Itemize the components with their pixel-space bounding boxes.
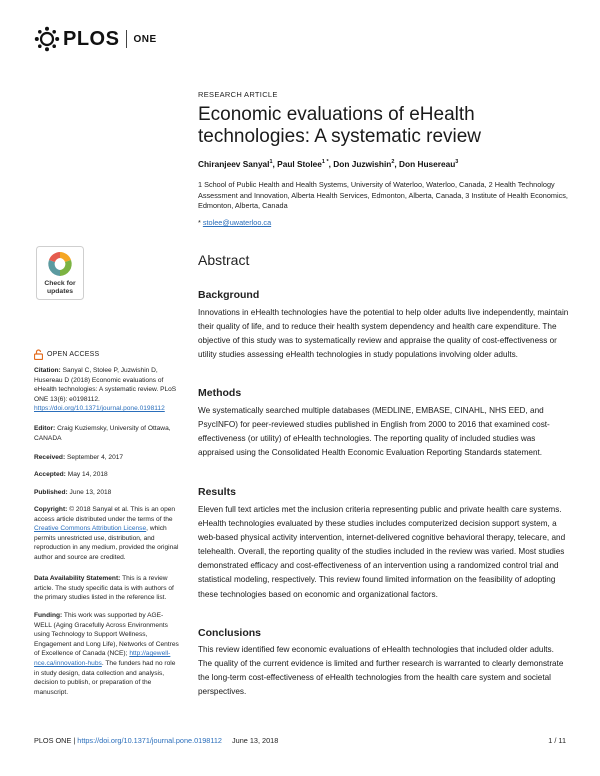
funding-post: . The funders had no role in study design, data collection and analysis, decision to publish, or preparation of the manuscript. [34,659,176,696]
accepted-label: Accepted: [34,471,66,478]
conclusions-text: This review identified few economic evaluations of eHealth technologies that included older adults. The quality of the current evidence is limited and further research is warranted to clearly demonstrate the long-term cost-effectiveness of eHealth technologies from the health care system and societal perspectives. [198,645,564,697]
abstract-heading: Abstract [198,252,250,268]
logo-divider [126,30,127,48]
author-name: Chiranjeev Sanyal [198,159,270,169]
received-date: September 4, 2017 [67,454,124,461]
open-lock-icon [34,349,43,360]
check-for-updates-label [36,280,84,296]
editor-block [34,424,180,443]
accepted-date: May 14, 2018 [67,471,108,478]
journal-logo [34,26,157,52]
citation-text: Sanyal C, Stolee P, Juzwishin D, Husereau D (2018) Economic evaluations of eHealth technologies: A systematic review. PLoS ONE 13(6): e0198112. [34,367,177,403]
published-block [34,488,180,498]
editor-label: Editor: [34,425,56,432]
email-link[interactable]: stolee@uwaterloo.ca [202,218,272,227]
author-mark: 3 [455,159,459,166]
funding-link[interactable]: http://agewell-nce.ca/innovation-hubs [34,650,171,667]
open-access-badge [34,349,99,360]
received-block [34,453,180,463]
results-heading: Results [198,486,236,498]
footer-journal: PLOS ONE [34,736,72,745]
results-text: Eleven full text articles met the inclusion criteria representing public and private health care systems. eHealth technologies evaluated by these studies includes computerized decision support system, a web-based physical activity intervention, internet-delivered cognitive behavioral therapy, telecare, and telehealth. Overall, the reporting quality of the studies included in the review was varied. Most studies demonstrated efficacy and cost-effectiveness of an intervention using a randomized control trial and statistical modeling, respectively. This review found limited information on the feasibility of adopting these technologies based on economic and organizational factors. [198,505,566,599]
data-availability-label: Data Availability Statement: [34,575,121,582]
published-date: June 13, 2018 [69,489,112,496]
affiliations: 1 School of Public Health and Health Systems, University of Waterloo, Waterloo, Canada, 2 Health Technology Assessment and Innovation, Alberta Health Services, Edmonton, Alberta, Canada, 3 Institute of Health Economics, Edmonton, Alberta, Canada [198,180,568,210]
copyright-post: , which permits unrestricted use, distribution, and reproduction in any medium, provided the original author and source are credited. [34,525,179,561]
methods-text: We systematically searched multiple databases (MEDLINE, EMBASE, CINAHL, NHS EED, and PsycINFO) for peer-reviewed studies published in English from 2000 to 2016 that examined cost-effectiveness (or utility) of eHealth technologies. The reporting quality of included studies was appraised using the Consolidated Health Economic Evaluation Reporting Standards statement. [198,406,550,458]
check-label-line-1: Check for [44,280,76,287]
author-name: Don Husereau [399,159,456,169]
footer-separator: | [71,736,78,745]
background-text: Innovations in eHealth technologies have the potential to help older adults live independently, maintain their quality of life, and to reduce their health system dependency and health care expenditure. The objective of this study was to systematically review and appraise the quality of cost-effectiveness or utility studies assessing eHealth technologies in study populations involving older adults. [198,308,569,360]
open-access-label: OPEN ACCESS [47,351,100,358]
data-availability-text: This is a review article. The study specific data is with authors of the primary studies listed in the reference list. [34,575,174,602]
methods-heading: Methods [198,387,242,399]
author-mark: 2 [391,159,395,166]
funding-pre: This work was supported by AGE-WELL (Aging Gracefully Across Environments using Technology to Support Wellness, Engagement and Long Life), Networks of Centres of Excellence of Canada (NCE); [34,612,179,658]
author-mark: 1 [269,159,273,166]
funding-block [34,611,180,697]
data-availability-block [34,574,180,603]
funding-label: Funding: [34,612,63,619]
citation-label: Citation: [34,367,61,374]
author-mark: 1 * [321,159,329,166]
footer-doi-link[interactable]: https://doi.org/10.1371/journal.pone.0198112 [77,736,222,745]
copyright-block [34,505,180,563]
citation-doi-link[interactable]: https://doi.org/10.1371/journal.pone.0198112 [34,405,165,413]
background-heading: Background [198,289,260,301]
article-title: Economic evaluations of eHealth technologies: A systematic review [198,104,482,147]
editor-text: Craig Kuziemsky, University of Ottawa, CANADA [34,425,171,442]
author-list: Chiranjeev Sanyal$^1$, Paul Stolee$^{1 *}$, Don Juzwishin$^2$, Don Husereau$^3$ [198,159,459,169]
footer-date: June 13, 2018 [232,736,279,745]
article-type: RESEARCH ARTICLE [198,90,278,99]
author-name: Paul Stolee [277,159,322,169]
journal-sub: ONE [133,33,157,45]
accepted-block [34,470,180,480]
check-label-line-2: updates [46,288,74,295]
citation-block [34,366,180,414]
page-footer [34,736,566,745]
copyright-label: Copyright: [34,506,68,513]
journal-name: PLOS [63,27,120,50]
license-link[interactable]: Creative Commons Attribution License [34,525,147,533]
plos-logo-icon [34,26,60,52]
published-label: Published: [34,489,68,496]
page-number: 1 / 11 [548,736,566,745]
email-star: * [198,218,201,227]
received-label: Received: [34,454,66,461]
corresponding-email [198,218,570,227]
copyright-pre: © 2018 Sanyal et al. This is an open access article distributed under the terms of the [34,506,176,523]
conclusions-heading: Conclusions [198,627,262,639]
author-name: Don Juzwishin [333,159,392,169]
